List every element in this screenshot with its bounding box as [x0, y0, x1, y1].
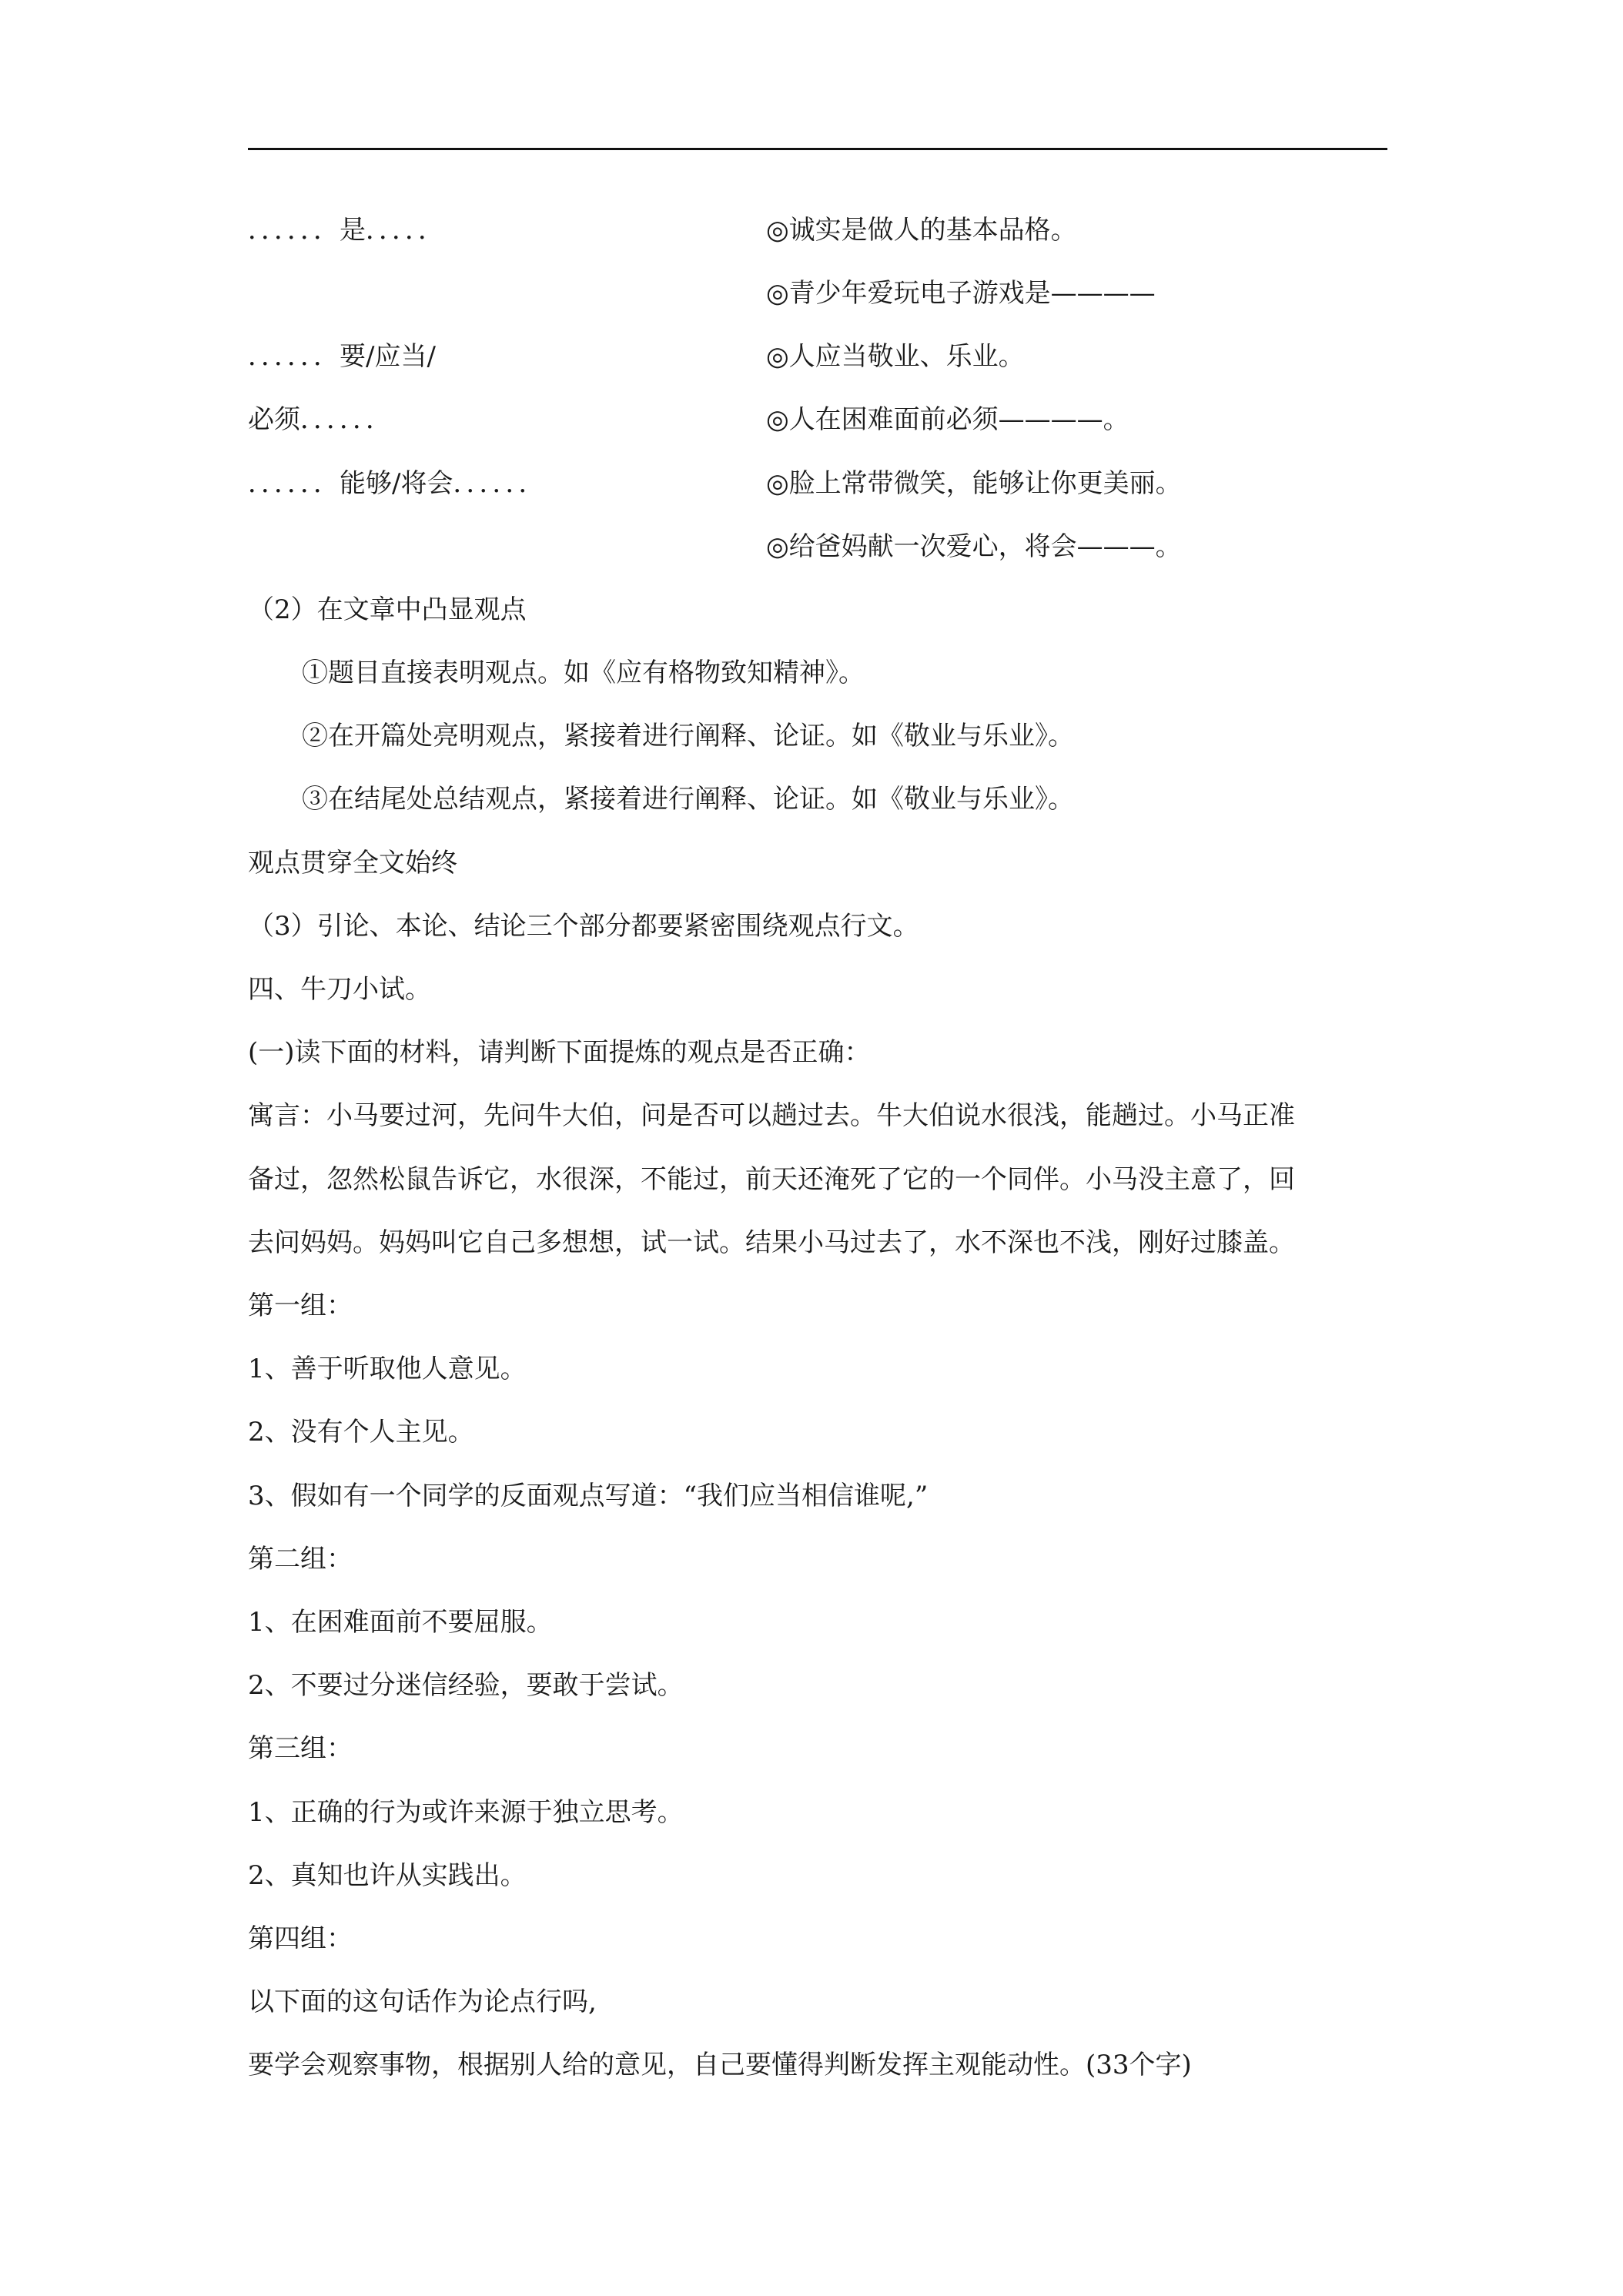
group4-question: 以下面的这句话作为论点行吗,	[248, 1986, 597, 2017]
pattern-example-4: ◎人在困难面前必须————。	[766, 404, 1129, 435]
header-rule	[248, 148, 1387, 150]
pattern-example-5: ◎脸上常带微笑，能够让你更美丽。	[766, 468, 1182, 499]
fable-line-3: 去问妈妈。妈妈叫它自己多想想，试一试。结果小马过去了，水不深也不浅，刚好过膝盖。	[248, 1227, 1295, 1258]
section2-heading: （2）在文章中凸显观点	[248, 594, 527, 625]
fable-line-1: 寓言：小马要过河，先问牛大伯，问是否可以趟过去。牛大伯说水很浅，能趟过。小马正准	[248, 1100, 1295, 1131]
group2-item-1: 1、在困难面前不要屈服。	[248, 1607, 553, 1638]
group1-item-3: 3、假如有一个同学的反面观点写道：“我们应当相信谁呢,”	[248, 1481, 929, 1511]
group2-item-2: 2、不要过分迷信经验，要敢于尝试。	[248, 1670, 684, 1701]
part4-title: 四、牛刀小试。	[248, 974, 431, 1005]
pattern-example-3: ◎人应当敬业、乐业。	[766, 341, 1025, 372]
pattern-left-3: ．．．．．．要/应当/	[248, 341, 436, 372]
pattern-example-6: ◎给爸妈献一次爱心，将会———。	[766, 531, 1182, 562]
group2-label: 第二组：	[248, 1544, 353, 1575]
pattern-left-1: ．．．．．．是．．．．．	[248, 215, 444, 246]
section2-item-2: ②在开篇处亮明观点，紧接着进行阐释、论证。如《敬业与乐业》。	[302, 721, 1074, 751]
section-throughout: 观点贯穿全文始终	[248, 848, 457, 879]
section2-item-1: ①题目直接表明观点。如《应有格物致知精神》。	[302, 658, 865, 688]
fable-line-2: 备过，忽然松鼠告诉它，水很深，不能过，前天还淹死了它的一个同伴。小马没主意了，回	[248, 1164, 1295, 1195]
group1-item-1: 1、善于听取他人意见。	[248, 1354, 527, 1384]
group4-statement: 要学会观察事物，根据别人给的意见，自己要懂得判断发挥主观能动性。(33个字)	[248, 2050, 1192, 2080]
pattern-left-4: 必须．．．．．．	[248, 404, 392, 435]
group1-item-2: 2、没有个人主见。	[248, 1417, 474, 1448]
pattern-example-2: ◎青少年爱玩电子游戏是————	[766, 278, 1156, 309]
pattern-example-1: ◎诚实是做人的基本品格。	[766, 215, 1077, 246]
group3-label: 第三组：	[248, 1733, 353, 1764]
section2-item-3: ③在结尾处总结观点，紧接着进行阐释、论证。如《敬业与乐业》。	[302, 784, 1074, 815]
part4-instruction: (一)读下面的材料，请判断下面提炼的观点是否正确：	[248, 1037, 871, 1068]
group4-label: 第四组：	[248, 1923, 353, 1954]
group3-item-1: 1、正确的行为或许来源于独立思考。	[248, 1797, 684, 1828]
group1-label: 第一组：	[248, 1290, 353, 1321]
section3-heading: （3）引论、本论、结论三个部分都要紧密围绕观点行文。	[248, 911, 919, 942]
group3-item-2: 2、真知也许从实践出。	[248, 1860, 527, 1891]
pattern-left-5: ．．．．．．能够/将会．．．．．．	[248, 468, 545, 499]
